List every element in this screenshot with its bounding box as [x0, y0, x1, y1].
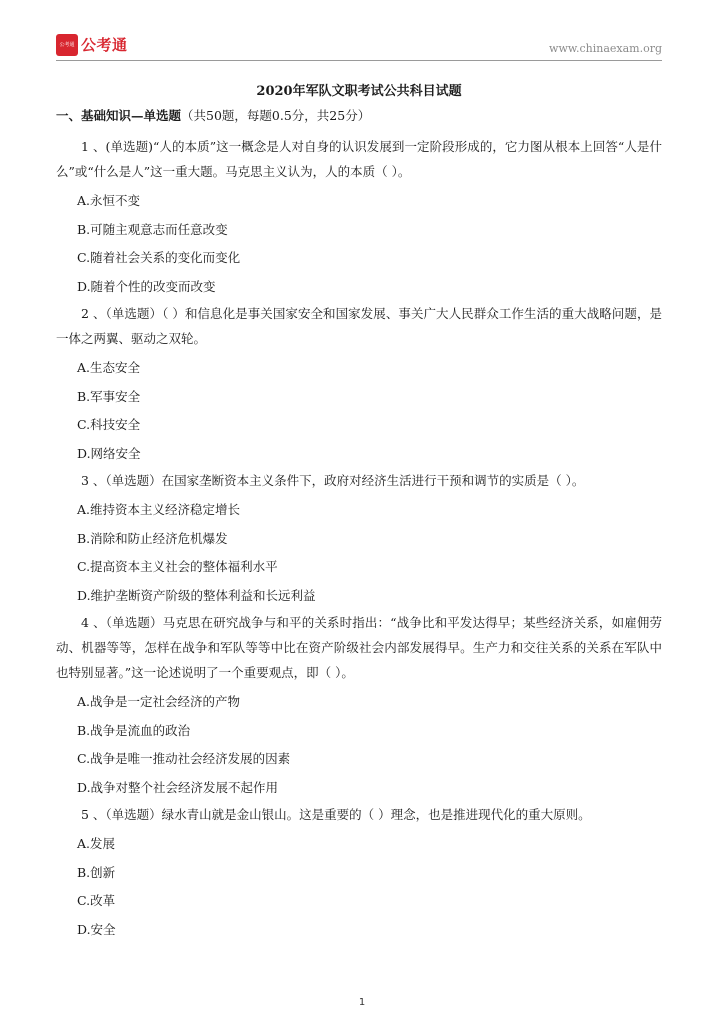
option-c: C.战争是唯一推动社会经济发展的因素 [77, 751, 291, 766]
option-a: A.永恒不变 [77, 193, 141, 208]
brand-name: 公考通 [81, 36, 128, 54]
section-title: 一、基础知识—单选题 [56, 108, 182, 123]
question-1 [56, 134, 662, 301]
section-scoring: （共50题，每题0.5分，共25分） [181, 108, 371, 123]
page-number: 1 [358, 997, 366, 1008]
option-d: D.安全 [77, 921, 116, 937]
document-title: 2020年军队文职考试公共科目试题 [256, 84, 462, 99]
option-c: C.科技安全 [77, 417, 141, 432]
option-c: C.提高资本主义社会的整体福利水平 [77, 559, 278, 574]
question-stem: 4 、（单选题）马克思在研究战争与和平的关系时指出：“战争比和平发达得早；某些经济关系，如雇佣劳动、机器等等，怎样在战争和军队等等中比在资产阶级社会内部发展得早。生产力和交往关系的关系在军队中也特别显著。”这一论述说明了一个重要观点，即（ ）。 [56, 615, 662, 680]
option-d: D.网络安全 [77, 445, 141, 461]
section-heading [56, 106, 662, 124]
question-3 [56, 468, 662, 610]
option-b: B.创新 [77, 864, 116, 880]
question-stem: 2 、（单选题）（ ）和信息化是事关国家安全和国家发展、事关广大人民群众工作生活的重大战略问题，是一体之两翼、驱动之双轮。 [56, 306, 662, 346]
option-b: B.可随主观意志而任意改变 [77, 221, 228, 237]
option-a: A.战争是一定社会经济的产物 [77, 694, 241, 709]
question-2 [56, 301, 662, 468]
header-divider [56, 60, 662, 61]
document-body [56, 106, 662, 944]
question-stem: 1 、(单选题)“人的本质”这一概念是人对自身的认识发展到一定阶段形成的，它力图从根本上回答“人是什么”或“什么是人”这一重大题。马克思主义认为，人的本质（ ）。 [56, 139, 662, 179]
option-c: C.随着社会关系的变化而变化 [77, 250, 241, 265]
brand-logo-icon: 公考通 [56, 34, 78, 56]
option-b: B.消除和防止经济危机爆发 [77, 530, 228, 546]
option-d: D.维护垄断资产阶级的整体利益和长远利益 [77, 587, 316, 603]
option-d: D.随着个性的改变而改变 [77, 278, 216, 294]
option-b: B.战争是流血的政治 [77, 722, 191, 738]
option-a: A.生态安全 [77, 360, 141, 375]
question-5 [56, 802, 662, 944]
option-b: B.军事安全 [77, 388, 141, 404]
page-header [56, 34, 662, 58]
question-stem: 5 、（单选题）绿水青山就是金山银山。这是重要的（ ）理念，也是推进现代化的重大原则。 [81, 807, 591, 822]
option-a: A.发展 [77, 836, 116, 851]
option-d: D.战争对整个社会经济发展不起作用 [77, 779, 279, 795]
option-c: C.改革 [77, 893, 116, 908]
option-a: A.维持资本主义经济稳定增长 [77, 502, 241, 517]
question-stem: 3 、（单选题）在国家垄断资本主义条件下，政府对经济生活进行干预和调节的实质是（ ）。 [81, 473, 585, 488]
question-4 [56, 610, 662, 802]
site-url: www.chinaexam.org [549, 42, 662, 55]
